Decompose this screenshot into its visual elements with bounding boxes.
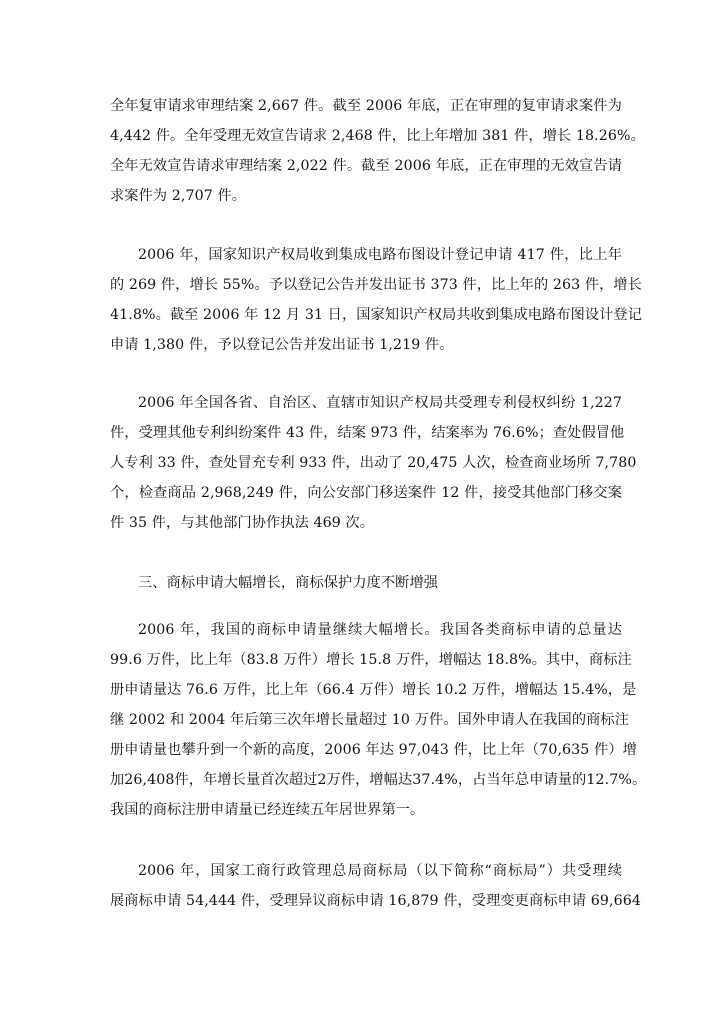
text-line: 全年复审请求审理结案 2,667 件。截至 2006 年底，正在审理的复审请求案件为 (110, 98, 622, 114)
paragraph-trademark-office (110, 856, 641, 916)
text-line: 求案件为 2,707 件。 (110, 188, 247, 204)
heading-text: 三、商标申请大幅增长，商标保护力度不断增强 (138, 575, 439, 591)
text-line: 41.8%。截至 2006 年 12 月 31 日，国家知识产权局共收到集成电路布图设计登记 (110, 307, 643, 323)
text-line: 2006 年全国各省、自治区、直辖市知识产权局共受理专利侵权纠纷 1,227 (138, 395, 622, 411)
text-line: 人专利 33 件，查处冒充专利 933 件，出动了 20,475 人次，检查商业场所 7,780 (110, 455, 637, 471)
text-line: 展商标申请 54,444 件，受理异议商标申请 16,879 件，受理变更商标申请 69,664 (110, 893, 641, 909)
paragraph-trademark-applications (110, 615, 647, 825)
text-line: 册申请量也攀升到一个新的高度，2006 年达 97,043 件，比上年（70,635 件）增 (110, 742, 637, 758)
text-line: 2006 年，国家知识产权局收到集成电路布图设计登记申请 417 件，比上年 (138, 247, 622, 263)
text-line: 99.6 万件，比上年（83.8 万件）增长 15.8 万件，增幅达 18.8%。其中，商标注 (110, 652, 632, 668)
text-line: 继 2002 和 2004 年后第三次年增长量超过 10 万件。国外申请人在我国的商标注 (110, 712, 629, 728)
text-line: 2006 年，我国的商标申请量继续大幅增长。我国各类商标申请的总量达 (138, 622, 622, 638)
text-line: 册申请量达 76.6 万件，比上年（66.4 万件）增长 10.2 万件，增幅达 15.4%，是 (110, 682, 637, 698)
paragraph-ic-layout-design (110, 240, 643, 360)
text-line: 申请 1,380 件，予以登记公告并发出证书 1,219 件。 (110, 337, 454, 353)
paragraph-review-statistics (110, 91, 645, 211)
text-line: 我国的商标注册申请量已经连续五年居世界第一。 (110, 802, 425, 818)
text-line: 的 269 件，增长 55%。予以登记公告并发出证书 373 件，比上年的 263 件，增长 (110, 277, 643, 293)
section-heading (110, 568, 622, 598)
text-line: 件，受理其他专利纠纷案件 43 件，结案 973 件，结案率为 76.6%；查处假冒他 (110, 425, 625, 441)
text-line: 件 35 件，与其他部门协作执法 469 次。 (110, 515, 375, 531)
text-line: 全年无效宣告请求审理结案 2,022 件。截至 2006 年底，正在审理的无效宣告请 (110, 158, 622, 174)
text-line: 4,442 件。全年受理无效宣告请求 2,468 件，比上年增加 381 件，增长 18.26%。 (110, 128, 645, 144)
text-line: 加26,408件，年增长量首次超过2万件，增幅达37.4%，占当年总申请量的12.7%。 (110, 772, 647, 788)
paragraph-patent-disputes (110, 388, 637, 538)
text-line: 2006 年，国家工商行政管理总局商标局（以下简称“商标局”）共受理续 (138, 863, 622, 879)
text-line: 个，检查商品 2,968,249 件，向公安部门移送案件 12 件，接受其他部门移交案 (110, 485, 622, 501)
